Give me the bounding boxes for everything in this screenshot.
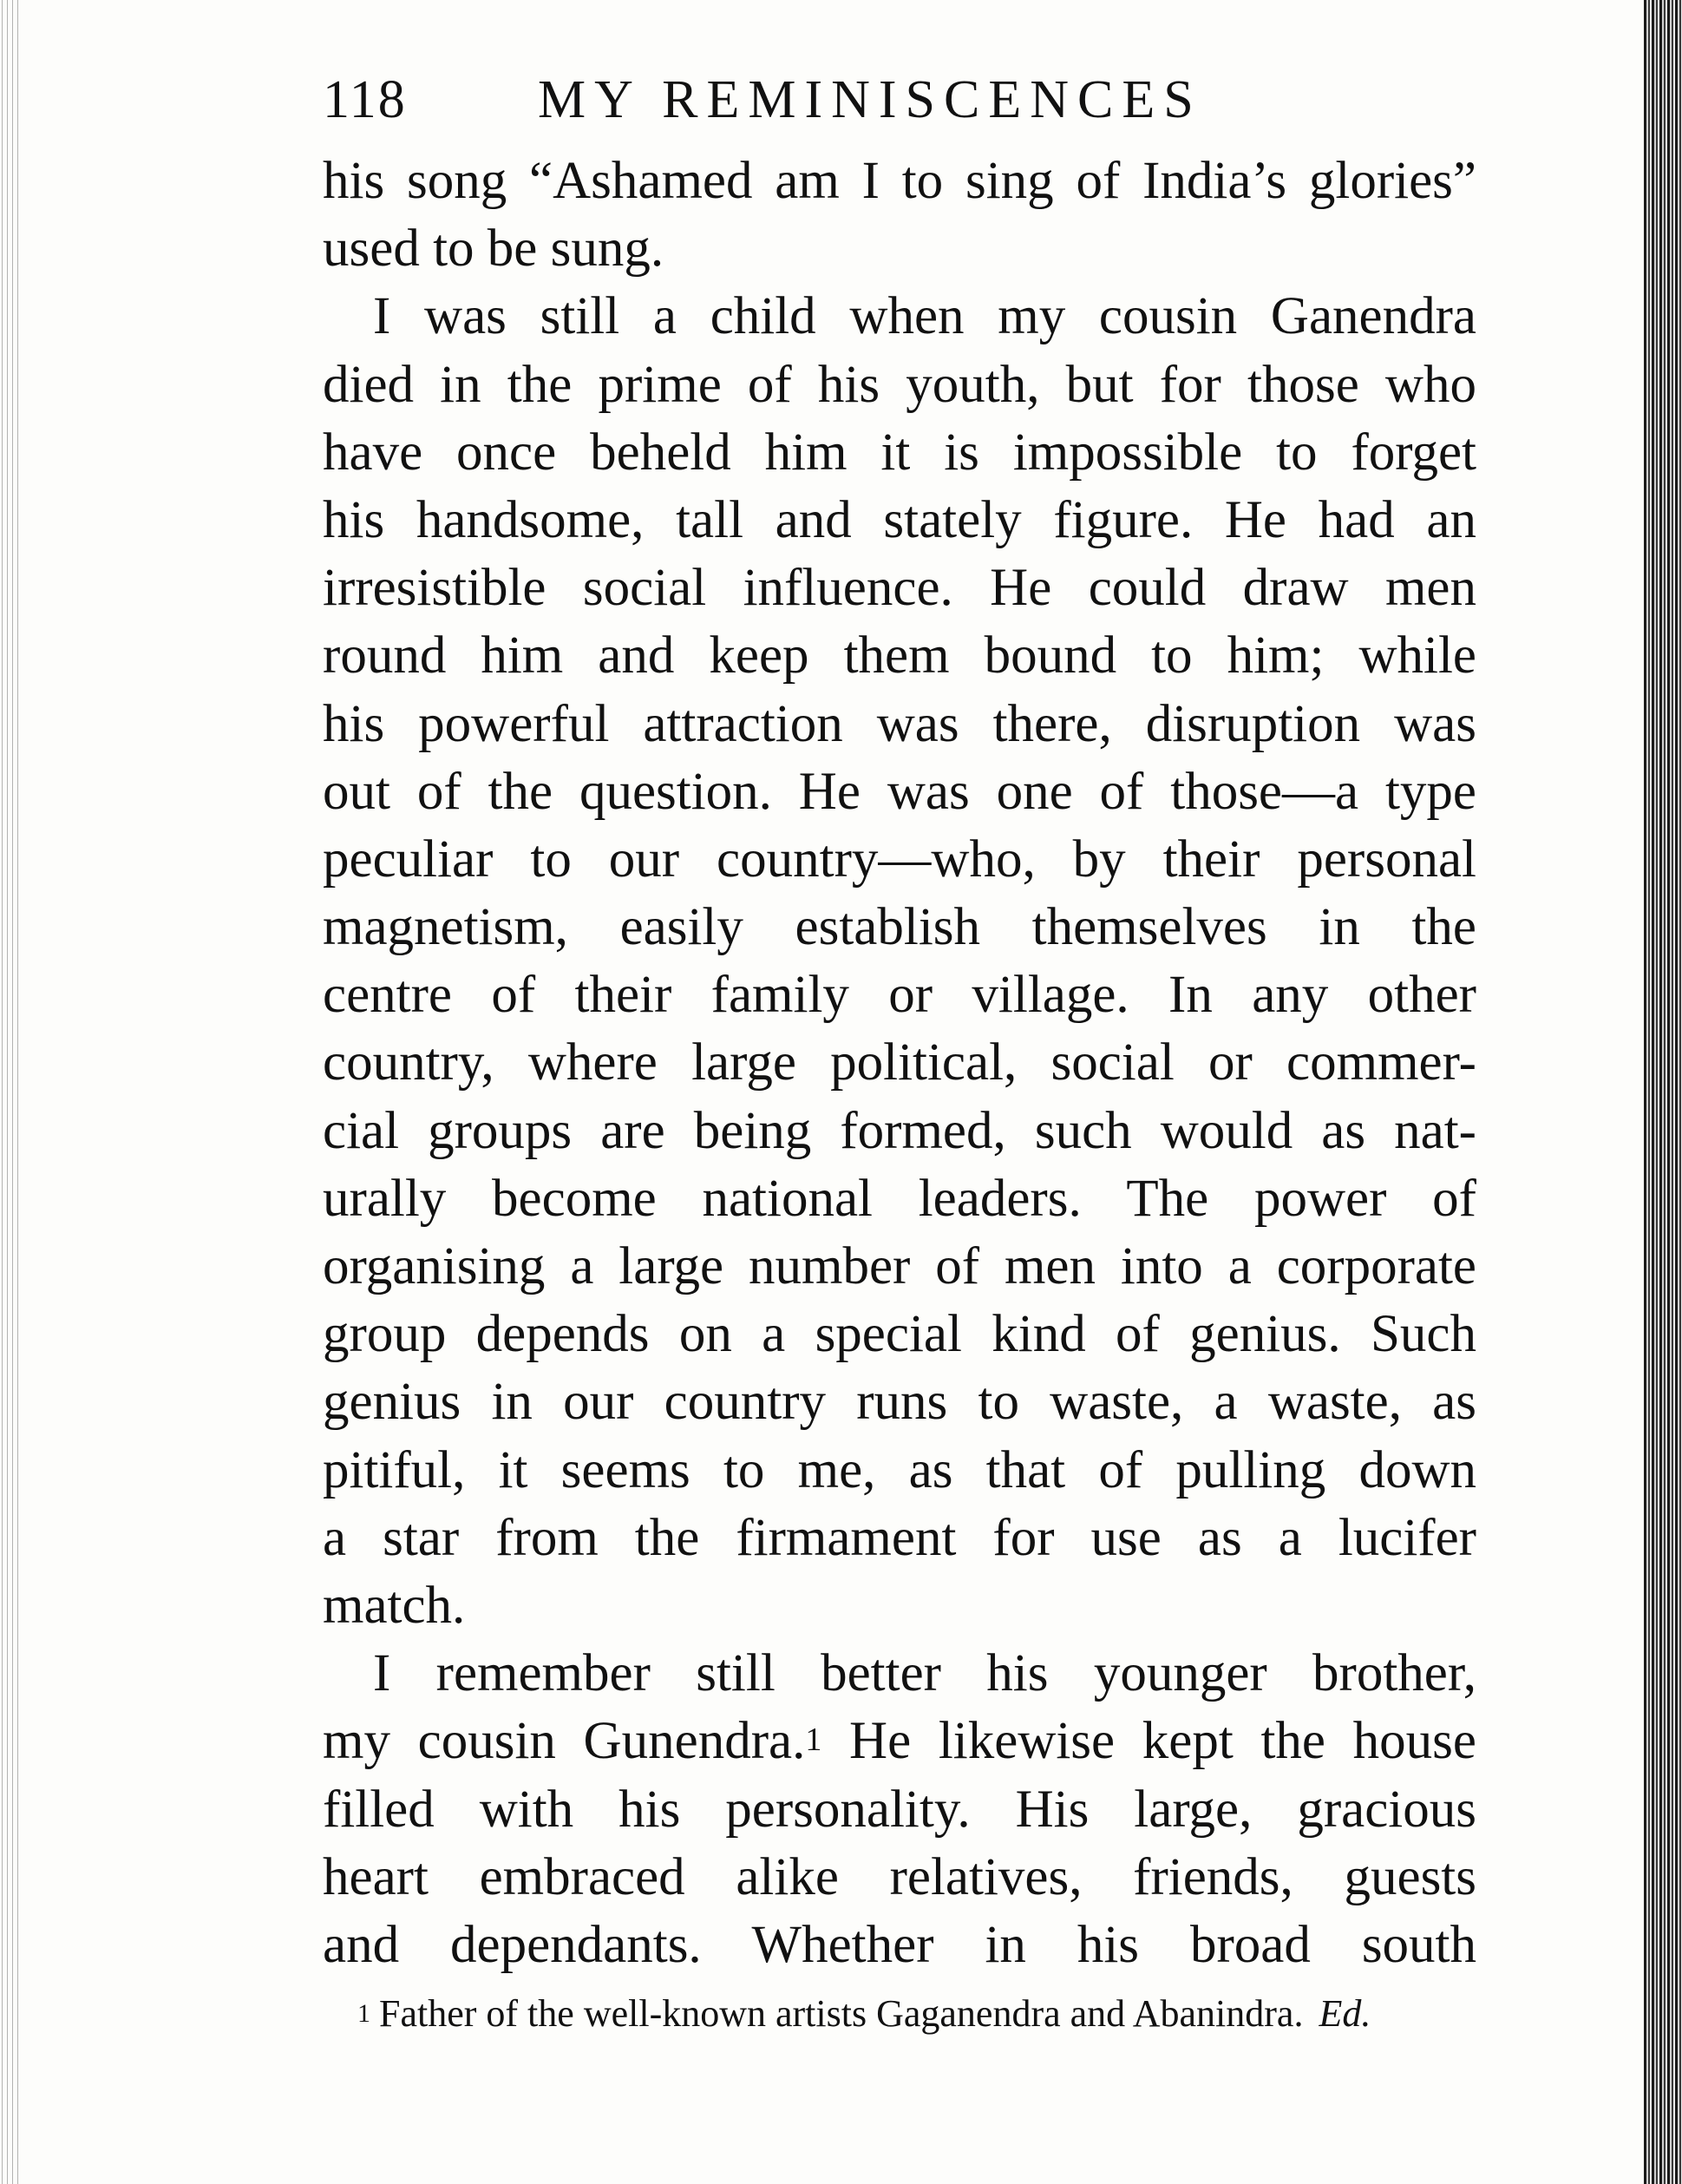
text-line: magnetism, easily establish themselves in the [323, 898, 1476, 957]
text-line: organising a large number of men into a corporate [323, 1237, 1476, 1295]
text-line: group depends on a special kind of genius. Such [323, 1305, 1476, 1364]
book-page [323, 52, 1476, 2040]
text-line: have once beheld him it is impossible to forget [323, 423, 1476, 482]
footnote-text: Father of the well-known artists Gaganendra and Abanindra. [379, 1992, 1304, 2036]
text-line: his handsome, tall and stately figure. He had an [323, 490, 1476, 549]
text-line: match. [323, 1576, 466, 1635]
left-page-edge [0, 0, 19, 2184]
text-line: country, where large political, social or commer- [323, 1033, 1476, 1092]
text-line: centre of their family or village. In any other [323, 966, 1476, 1025]
body-text [323, 148, 1476, 1979]
text-line: irresistible social influence. He could draw men [323, 559, 1476, 618]
text-line-start: my cousin Gunendra. [323, 1712, 806, 1771]
text-line-with-footnote [323, 1708, 1476, 1775]
text-line: used to be sung. [323, 220, 664, 279]
text-line: peculiar to our country—who, by their personal [323, 830, 1476, 889]
text-line: out of the question. He was one of those—a type [323, 762, 1476, 821]
footnote [323, 1988, 1476, 2040]
text-line-rest: He likewise kept the house [849, 1712, 1476, 1771]
footnote-editor-mark: Ed. [1319, 1992, 1371, 2036]
text-line: his song “Ashamed am I to sing of India’s glories” [323, 152, 1476, 210]
right-page-edge [1644, 0, 1682, 2184]
text-line: I remember still better his younger brother, [373, 1644, 1476, 1703]
footnote-reference[interactable]: 1 [805, 1722, 822, 1759]
text-line: pitiful, it seems to me, as that of pulling down [323, 1440, 1476, 1499]
footnote-marker: 1 [357, 1999, 370, 2029]
text-line: urally become national leaders. The power of [323, 1169, 1476, 1228]
text-line: died in the prime of his youth, but for those who [323, 355, 1476, 414]
text-line: I was still a child when my cousin Ganendra [373, 287, 1476, 346]
text-line: round him and keep them bound to him; while [323, 626, 1476, 685]
running-header [323, 52, 1476, 148]
text-line: heart embraced alike relatives, friends, guests [323, 1847, 1476, 1906]
text-line: his powerful attraction was there, disruption was [323, 694, 1476, 753]
page-number: 118 [323, 70, 407, 129]
running-title: MY REMINISCENCES [538, 70, 1202, 129]
text-line: and dependants. Whether in his broad south [323, 1915, 1476, 1974]
text-line: cial groups are being formed, such would as nat- [323, 1101, 1476, 1160]
text-line: a star from the firmament for use as a lucifer [323, 1508, 1476, 1567]
text-line: filled with his personality. His large, gracious [323, 1780, 1476, 1839]
text-line: genius in our country runs to waste, a waste, as [323, 1373, 1476, 1432]
